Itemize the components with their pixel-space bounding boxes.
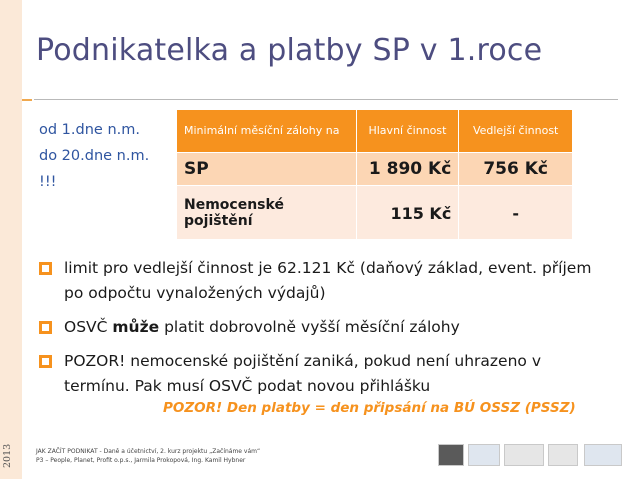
- table-row: [177, 186, 573, 240]
- header-cell-secondary: Vedlejší činnost: [459, 110, 573, 153]
- header-cell-main: Hlavní činnost: [356, 110, 459, 153]
- bullet-list: [39, 256, 599, 408]
- title-rule: [34, 99, 618, 100]
- op-program-logo: [548, 444, 578, 466]
- bullet-text-start: OSVČ: [64, 318, 113, 336]
- row-label: Nemocenské pojištění: [177, 186, 357, 240]
- row-value-secondary: 756 Kč: [459, 153, 573, 186]
- table-header-row: [177, 110, 573, 153]
- sponsor-logos: [438, 442, 622, 468]
- partner-logo: [584, 444, 622, 466]
- list-item: [39, 315, 599, 340]
- ministry-logo: [504, 444, 544, 466]
- row-value-secondary: -: [459, 186, 573, 240]
- esf-logo: [438, 444, 464, 466]
- list-item: [39, 256, 599, 306]
- deadline-note: [39, 117, 149, 195]
- footer: [36, 447, 260, 465]
- footer-line: P3 – People, Planet, Profit o.p.s., Jarmila Prokopová, Ing. Kamil Hybner: [36, 457, 246, 464]
- list-item: [39, 349, 599, 399]
- bullet-box-icon: [39, 355, 52, 368]
- deadline-note-line: do 20.dne n.m.: [39, 148, 150, 164]
- row-value-main: 1 890 Kč: [356, 153, 459, 186]
- side-bar: [0, 0, 22, 479]
- row-label: SP: [177, 153, 357, 186]
- year-label: 2013: [2, 443, 13, 469]
- slide-title: Podnikatelka a platby SP v 1.roce: [36, 33, 543, 68]
- deadline-note-line: !!!: [39, 174, 57, 190]
- bullet-text: [64, 315, 599, 340]
- bullet-box-icon: [39, 262, 52, 275]
- bullet-text: limit pro vedlejší činnost je 62.121 Kč (daňový základ, event. příjem po odpočtu vynaložených výdajů): [64, 259, 592, 302]
- title-rule-accent: [22, 99, 32, 101]
- payments-table: [176, 109, 573, 240]
- deadline-note-line: od 1.dne n.m.: [39, 122, 140, 138]
- bullet-text-end: platit dobrovolně vyšší měsíční zálohy: [159, 318, 460, 336]
- bullet-text: POZOR! nemocenské pojištění zaniká, pokud není uhrazeno v termínu. Pak musí OSVČ podat novou přihlášku: [64, 352, 541, 395]
- row-value-main: 115 Kč: [356, 186, 459, 240]
- bullet-emphasis: může: [112, 318, 160, 336]
- header-cell-label: Minimální měsíční zálohy na: [177, 110, 357, 153]
- footer-line: JAK ZAČÍT PODNIKAT - Daně a účetnictví, 2. kurz projektu „Začínáme vám“: [36, 448, 261, 455]
- payment-warning: POZOR! Den platby = den připsání na BÚ OSSZ (PSSZ): [163, 400, 576, 416]
- eu-flag-logo: [468, 444, 500, 466]
- table-row: [177, 153, 573, 186]
- bullet-box-icon: [39, 321, 52, 334]
- title-block: [22, 0, 638, 100]
